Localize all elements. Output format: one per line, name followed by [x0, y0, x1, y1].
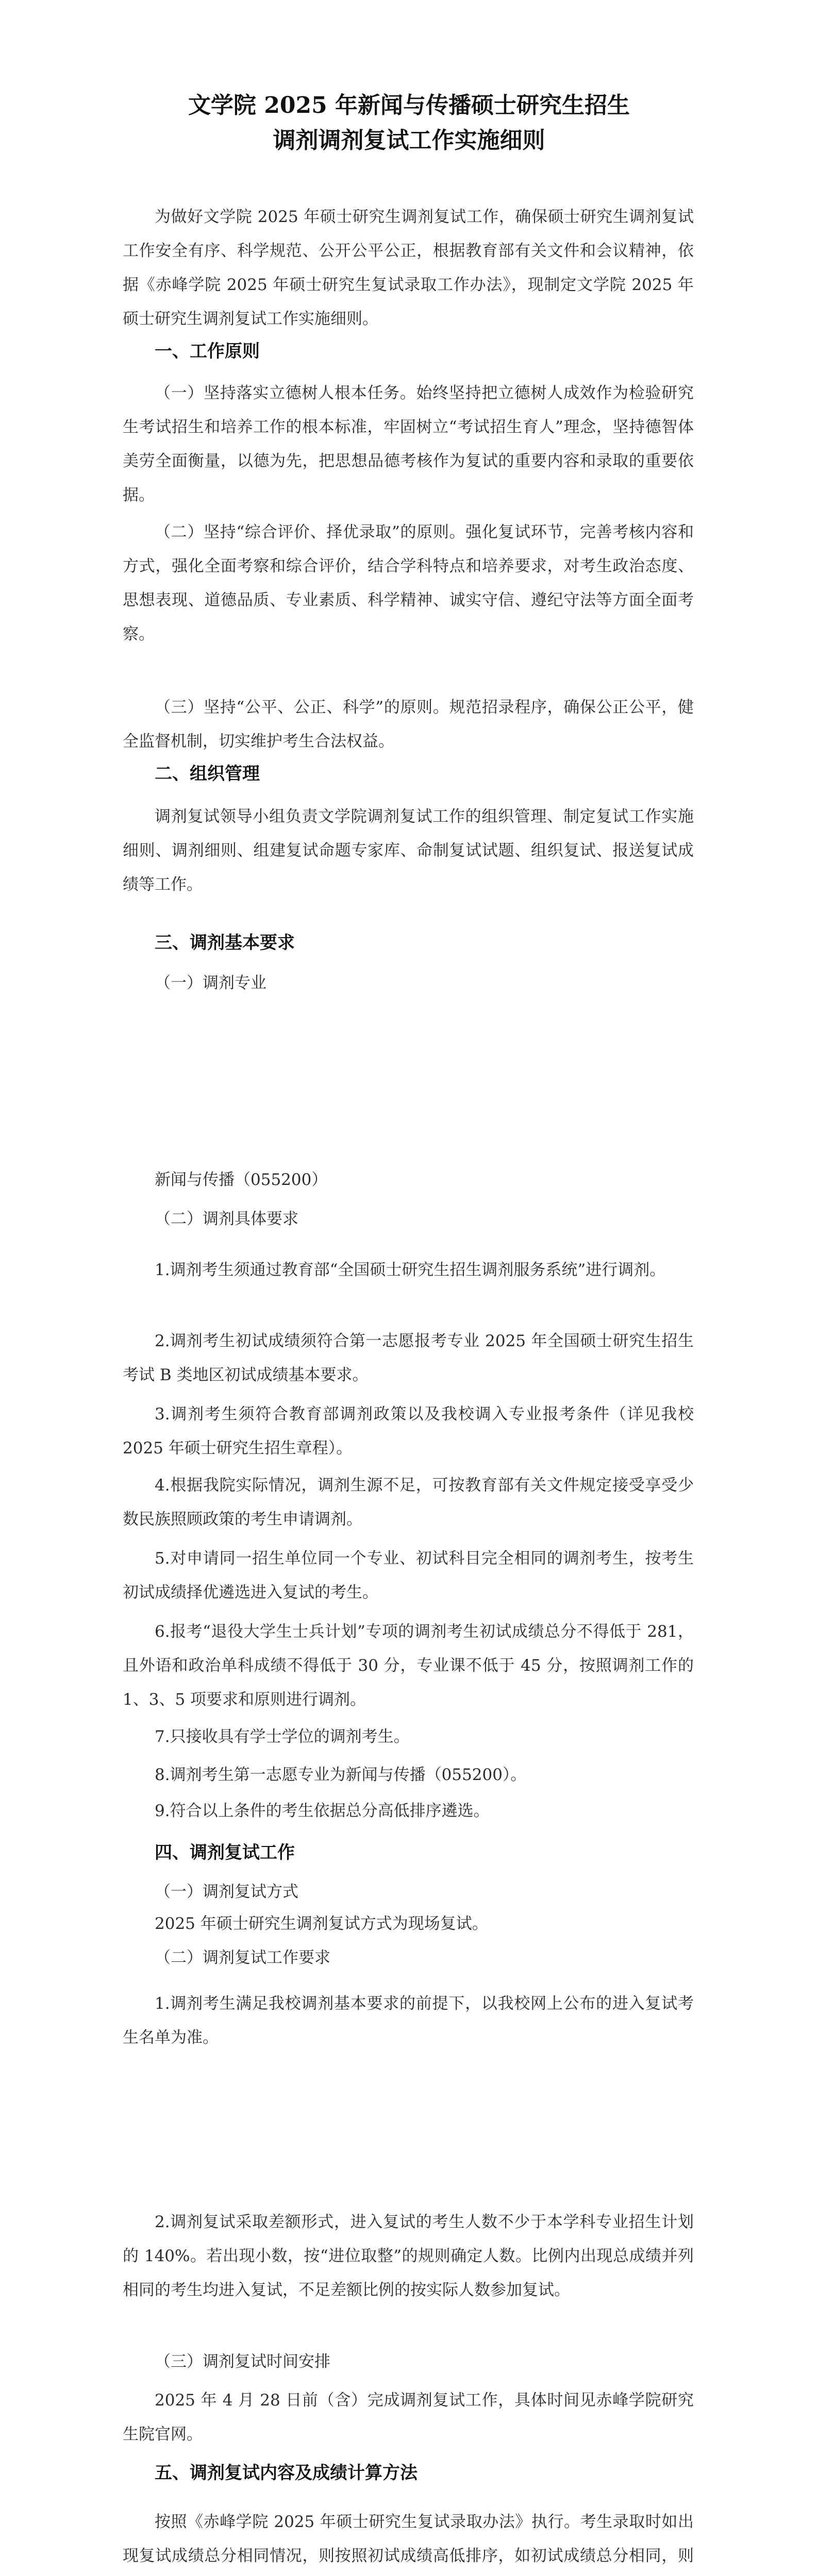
requirement-item-8: 8.调剂考生第一志愿专业为新闻与传播（055200）。 — [155, 1766, 527, 1784]
requirement-item-5: 5.对申请同一招生单位同一个专业、初试科目完全相同的调剂考生，按考生初试成绩择优遴选进入复试的考生。 — [123, 1549, 694, 1602]
requirement-item-6: 6.报考“退役大学生士兵计划”专项的调剂考生初试成绩总分不得低于 281，且外语和政治单科成绩不得低于 30 分，专业课不低于 45 分，按照调剂工作的 1、3、5 项要求和原则进行调剂。 — [123, 1622, 694, 1709]
subheading-retest-schedule: （三）调剂复试时间安排 — [155, 2352, 330, 2371]
principle-1: （一）坚持落实立德树人根本任务。始终坚持把立德树人成效作为检验研究生考试招生和培养工作的根本标准，牢固树立“考试招生育人”理念，坚持德智体美劳全面衡量，以德为先，把思想品德考核作为复试的重要内容和录取的重要依据。 — [123, 384, 694, 504]
requirement-item-1: 1.调剂考生须通过教育部“全国硕士研究生招生调剂服务系统”进行调剂。 — [155, 1261, 666, 1279]
section-heading-principles: 一、工作原则 — [155, 341, 260, 362]
document-title-line1: 文学院 2025 年新闻与传播硕士研究生招生 — [188, 92, 630, 118]
retest-mode-text: 2025 年硕士研究生调剂复试方式为现场复试。 — [155, 1914, 488, 1933]
organization-paragraph: 调剂复试领导小组负责文学院调剂复试工作的组织管理、制定复试工作实施细则、调剂细则、组建复试命题专家库、命制复试试题、组织复试、报送复试成绩等工作。 — [123, 807, 694, 894]
retest-requirement-1: 1.调剂考生满足我校调剂基本要求的前提下，以我校网上公布的进入复试考生名单为准。 — [123, 1994, 694, 2047]
requirement-item-2: 2.调剂考生初试成绩须符合第一志愿报考专业 2025 年全国硕士研究生招生考试 B 类地区初试成绩基本要求。 — [123, 1332, 694, 1384]
scoring-paragraph: 按照《赤峰学院 2025 年硕士研究生复试录取办法》执行。考生录取时如出现复试成绩总分相同情况，则按照初试成绩高低排序，如初试成绩总分相同，则 — [123, 2513, 694, 2565]
principle-3: （三）坚持“公平、公正、科学”的原则。规范招录程序，确保公正公平，健全监督机制，切实维护考生合法权益。 — [123, 698, 694, 751]
retest-requirement-2: 2.调剂复试采取差额形式，进入复试的考生人数不少于本学科专业招生计划的 140%。若出现小数，按“进位取整”的规则确定人数。比例内出现总成绩并列相同的考生均进入复试，不足差额比例的按实际人数参加复试。 — [123, 2213, 694, 2299]
principle-2: （二）坚持“综合评价、择优录取”的原则。强化复试环节，完善考核内容和方式，强化全面考察和综合评价，结合学科特点和培养要求，对考生政治态度、思想表现、道德品质、专业素质、科学精神、诚实守信、遵纪守法等方面全面考察。 — [123, 523, 694, 643]
requirement-item-4: 4.根据我院实际情况，调剂生源不足，可按教育部有关文件规定接受享受少数民族照顾政策的考生申请调剂。 — [123, 1476, 694, 1529]
requirement-item-7: 7.只接收具有学士学位的调剂考生。 — [155, 1727, 410, 1746]
section-heading-content-scoring: 五、调剂复试内容及成绩计算方法 — [155, 2463, 418, 2483]
section-heading-basic-requirements: 三、调剂基本要求 — [155, 933, 295, 953]
subheading-retest-requirements: （二）调剂复试工作要求 — [155, 1948, 330, 1967]
intro-paragraph: 为做好文学院 2025 年硕士研究生调剂复试工作，确保硕士研究生调剂复试工作安全有序、科学规范、公开公平公正，根据教育部有关文件和会议精神，依据《赤峰学院 2025 年硕士研究生复试录取工作办法》，现制定文学院 2025 年硕士研究生调剂复试工作实施细则。 — [123, 208, 694, 328]
requirement-item-3: 3.调剂考生须符合教育部调剂政策以及我校调入专业报考条件（详见我校 2025 年硕士研究生招生章程）。 — [123, 1405, 694, 1458]
major-name: 新闻与传播（055200） — [155, 1171, 328, 1189]
document-title-line2: 调剂调剂复试工作实施细则 — [273, 127, 545, 154]
subheading-specific-requirements: （二）调剂具体要求 — [155, 1210, 298, 1228]
requirement-item-9: 9.符合以上条件的考生依据总分高低排序遴选。 — [155, 1802, 490, 1820]
section-heading-retest-work: 四、调剂复试工作 — [155, 1842, 295, 1863]
section-heading-organization: 二、组织管理 — [155, 764, 260, 784]
subheading-retest-mode: （一）调剂复试方式 — [155, 1883, 298, 1901]
retest-schedule-text: 2025 年 4 月 28 日前（含）完成调剂复试工作，具体时间见赤峰学院研究生院官网。 — [123, 2391, 694, 2444]
subheading-major: （一）调剂专业 — [155, 974, 266, 992]
